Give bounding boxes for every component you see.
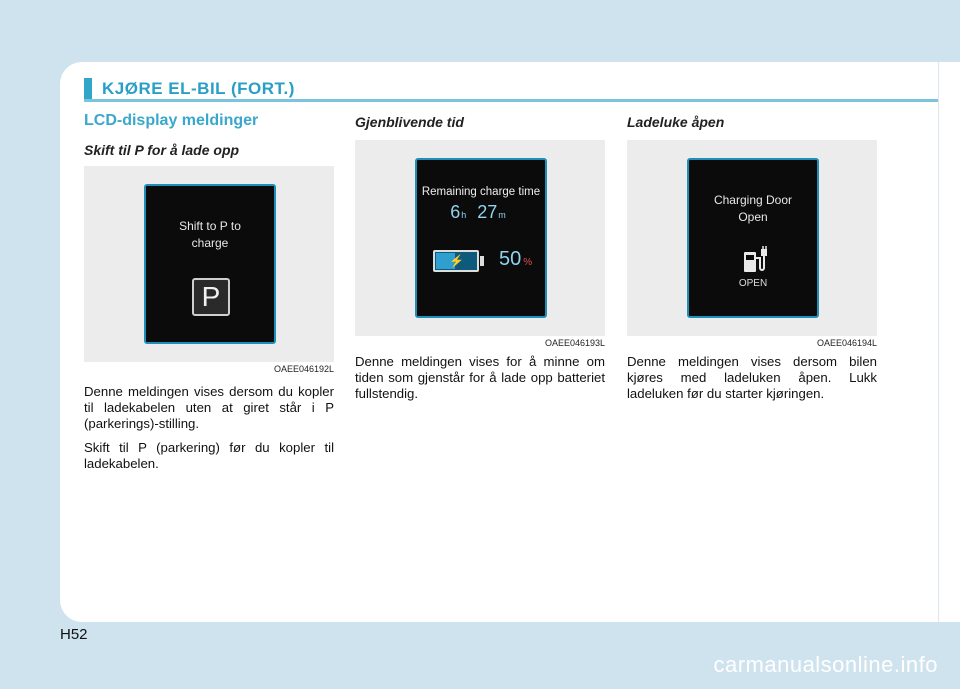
lightning-bolt-icon: ⚡ <box>449 254 464 268</box>
minutes-value: 27 <box>477 202 498 222</box>
paragraph-1: Denne meldingen vises for å minne om tiden som gjenstår for å lade opp batteriet fullstendig. <box>355 354 605 401</box>
screen-line-1: Charging Door <box>713 193 793 207</box>
battery-percent-value: 50 <box>499 248 522 270</box>
figure-remaining-time <box>355 140 605 336</box>
figure-code: OAEE046193L <box>544 338 605 348</box>
lcd-screen <box>687 158 819 318</box>
figure-shift-to-p <box>84 166 334 362</box>
figure-code: OAEE046194L <box>816 338 877 348</box>
column-remaining-time <box>355 112 605 402</box>
hours-value: 6 <box>450 202 461 222</box>
paragraph-1: Denne meldingen vises dersom du kopler til ladekabelen uten at giret står i P (parkerings)-stilling. <box>84 384 334 431</box>
page-edge-line <box>938 62 939 622</box>
section-header <box>84 78 295 100</box>
gear-p-icon: P <box>192 278 230 316</box>
screen-line-2: Open <box>738 210 768 224</box>
subtitle-charging-door: Ladeluke åpen <box>627 114 725 130</box>
paragraph-2: Skift til P (parkering) før du kopler til ladekabelen. <box>84 440 334 471</box>
battery-icon <box>433 250 479 272</box>
hours-unit: h <box>461 210 467 220</box>
screen-line-2: charge <box>191 236 229 250</box>
header-underline <box>84 99 938 102</box>
paragraph-1: Denne meldingen vises dersom bilen kjøres med ladeluken åpen. Lukk ladeluken før du starter kjøringen. <box>627 354 877 401</box>
percent-unit: % <box>523 257 533 268</box>
figure-charging-door <box>627 140 877 336</box>
remaining-charge-title: Remaining charge time <box>421 186 541 198</box>
minutes-unit: m <box>498 210 506 220</box>
section-title: LCD-display meldinger <box>84 112 259 129</box>
column-shift-to-p <box>84 112 334 472</box>
header-title: KJØRE EL-BIL (FORT.) <box>102 79 295 98</box>
page-number: H52 <box>60 626 88 643</box>
figure-code: OAEE046192L <box>273 364 334 374</box>
remaining-time-readout <box>417 202 545 223</box>
watermark: carmanualsonline.info <box>713 652 938 677</box>
header-accent-bar <box>84 78 92 100</box>
open-label: OPEN <box>738 278 768 289</box>
battery-cap <box>480 256 484 266</box>
screen-line-1: Shift to P to <box>179 219 241 233</box>
lcd-screen <box>415 158 547 318</box>
lcd-screen <box>144 184 276 344</box>
subtitle-remaining-time: Gjenblivende tid <box>355 114 464 130</box>
subtitle-shift-to-p: Skift til P for å lade opp <box>84 142 240 158</box>
column-charging-door <box>627 112 877 402</box>
charging-station-icon <box>741 246 771 276</box>
battery-percent <box>499 248 532 271</box>
